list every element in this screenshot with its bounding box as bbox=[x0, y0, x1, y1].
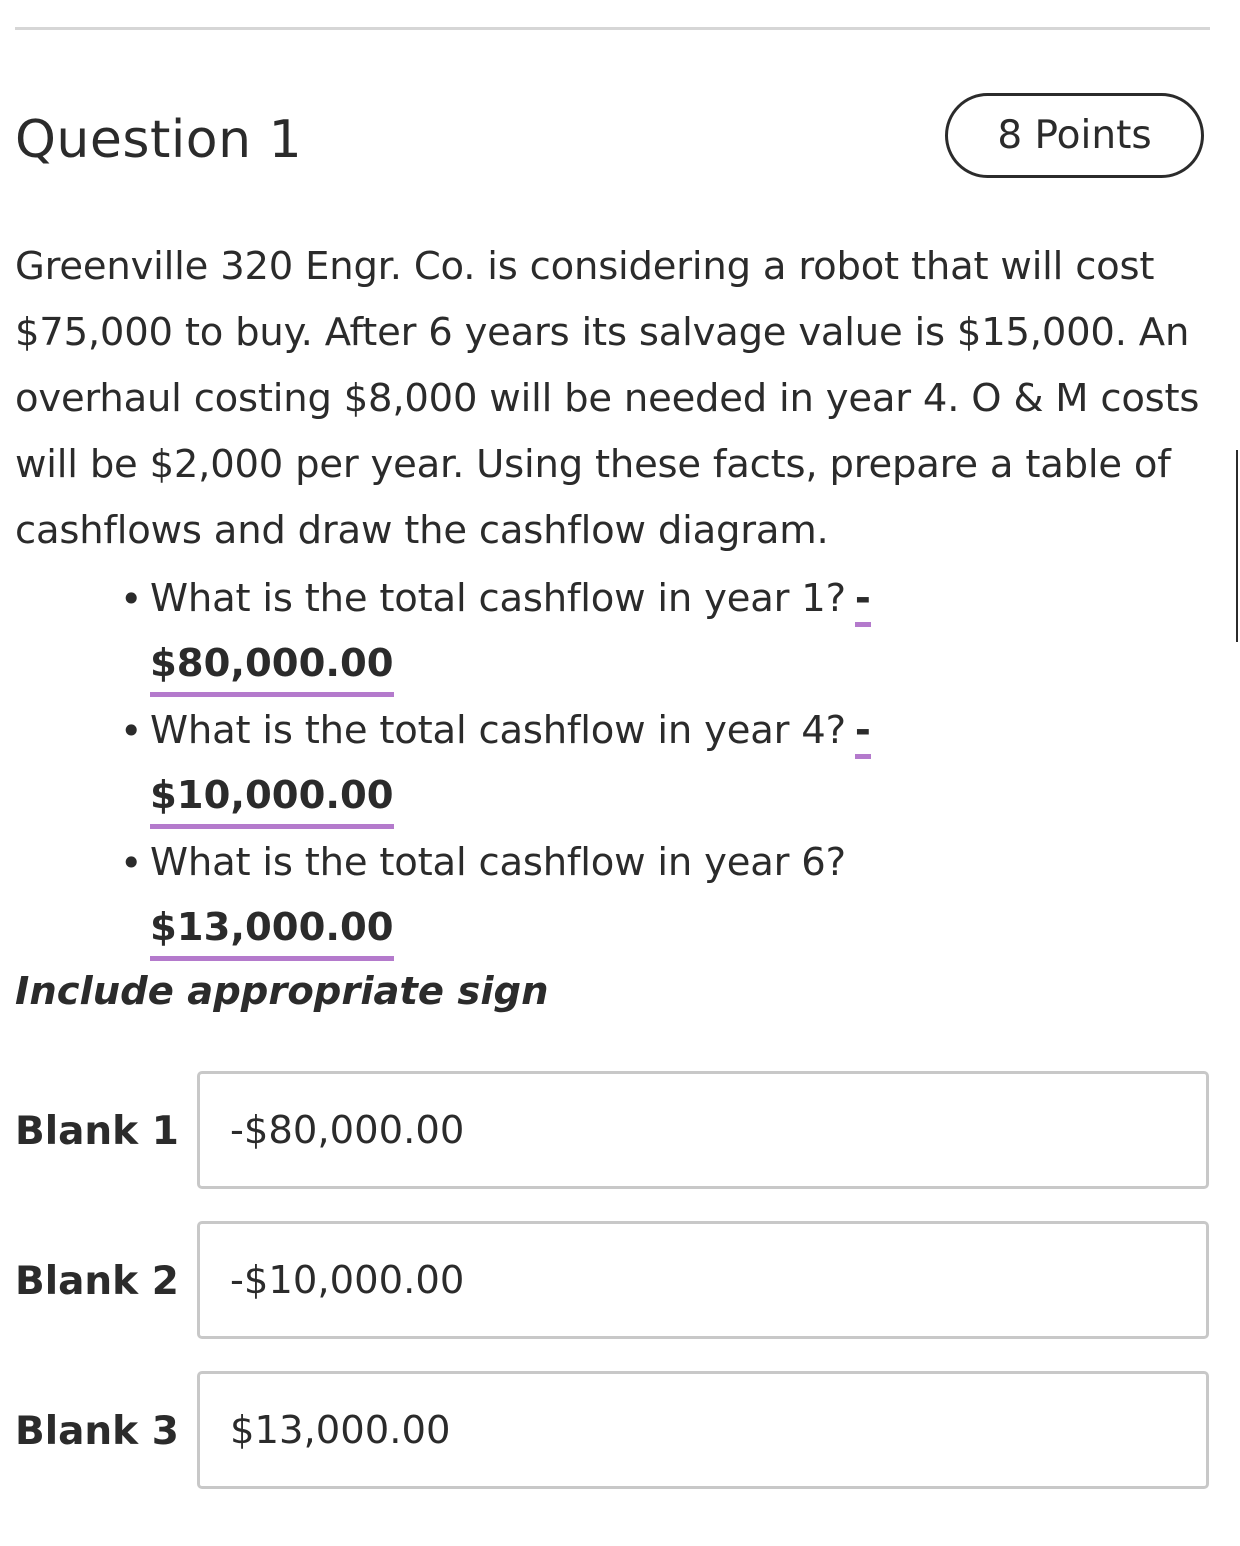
blank-2-input[interactable] bbox=[197, 1221, 1209, 1339]
bullet-icon: • bbox=[120, 709, 143, 753]
filled-answer: $80,000.00 bbox=[150, 636, 394, 697]
question-title: Question 1 bbox=[15, 110, 303, 170]
blank-label: Blank 1 bbox=[15, 1108, 179, 1154]
blank-row-3 bbox=[15, 1371, 1210, 1491]
bullet-icon: • bbox=[120, 841, 143, 885]
answer-sign: - bbox=[855, 566, 871, 627]
blank-label: Blank 3 bbox=[15, 1408, 179, 1454]
instruction-text: Include appropriate sign bbox=[15, 969, 549, 1014]
answer-sign: - bbox=[855, 698, 871, 759]
filled-answer: $10,000.00 bbox=[150, 768, 394, 829]
sub-question-list bbox=[120, 566, 920, 962]
question-prompt: Greenville 320 Engr. Co. is considering a robot that will cost $75,000 to buy. After 6 years its salvage value is $15,000. An overhaul costing $8,000 will be needed in year 4. O & M costs will be $2,000 per year. Using these facts, prepare a table of cashflows and draw the cashflow diagram. bbox=[15, 244, 1200, 553]
blank-row-2 bbox=[15, 1221, 1210, 1341]
scrollbar-edge bbox=[1236, 450, 1238, 642]
blank-row-1 bbox=[15, 1071, 1210, 1191]
sub-question-item bbox=[120, 698, 920, 830]
bullet-icon: • bbox=[120, 577, 143, 621]
sub-question-text: What is the total cashflow in year 4? bbox=[150, 708, 846, 753]
top-divider bbox=[15, 27, 1210, 30]
sub-question-item bbox=[120, 830, 920, 962]
sub-question-text: What is the total cashflow in year 1? bbox=[150, 576, 846, 621]
sub-question-text: What is the total cashflow in year 6? bbox=[150, 840, 846, 885]
points-badge: 8 Points bbox=[945, 93, 1204, 178]
blank-label: Blank 2 bbox=[15, 1258, 179, 1304]
filled-answer: $13,000.00 bbox=[150, 900, 394, 961]
sub-question-item bbox=[120, 566, 920, 698]
blank-1-input[interactable] bbox=[197, 1071, 1209, 1189]
blank-3-input[interactable] bbox=[197, 1371, 1209, 1489]
